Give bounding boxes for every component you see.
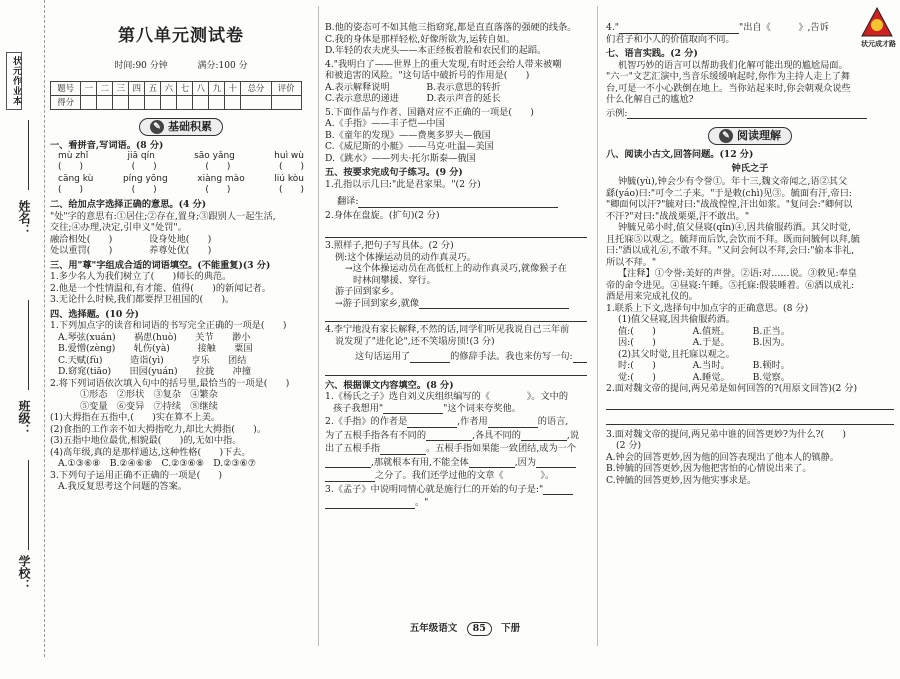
name-label: 姓名： bbox=[17, 200, 31, 236]
score-table bbox=[50, 81, 302, 110]
question-6-heading: 六、根据课文内容填空。(8 分) bbox=[325, 379, 454, 391]
q4-answer-options: A.①③⑥⑧ B.②④⑥⑧ C.②③⑥⑧ D.②③⑥⑦ bbox=[58, 458, 257, 469]
answer-bracket[interactable]: ( ) bbox=[278, 162, 304, 173]
passage-line: 曰:"酒以成礼⑥,不敢不拜。"又问会何以不拜,会曰:"偷本非礼, bbox=[606, 245, 855, 256]
answer-line[interactable] bbox=[606, 413, 894, 425]
passage-line: 繇(yáo)曰:"可令二子来。"于是敕(chì)见③。毓面有汗,帝曰: bbox=[606, 187, 852, 199]
full-score: 满分:100 分 bbox=[197, 61, 248, 72]
text-line: 4.李宁地没有家长解释,不然的话,同学们听见我说自己三年前 bbox=[325, 324, 570, 335]
text-line: (2)其父时觉,且托寐以观之。 bbox=[618, 348, 735, 360]
score-header-cell: 六 bbox=[161, 81, 177, 95]
pinyin-item: píng yōng bbox=[122, 173, 168, 184]
text-line: A.《手指》——丰子恺—中国 bbox=[325, 118, 445, 129]
q4-sentence: (2)食指的工作亲不如大拇指吃力,却比大拇指( )。 bbox=[50, 423, 267, 435]
choice-line[interactable]: 时:( ) A.当时。 B.顿时。 bbox=[618, 360, 790, 371]
score-header-cell: 十 bbox=[225, 81, 241, 95]
q4-sentence: (3)五指中地位最优,相貌最( )的,无如中指。 bbox=[50, 435, 242, 446]
question-8-heading: 八、阅读小古文,回答问题。(12 分) bbox=[606, 149, 754, 160]
score-header-row bbox=[51, 81, 302, 95]
brand-logo bbox=[860, 6, 894, 40]
score-header-cell: 二 bbox=[97, 81, 113, 95]
score-cell[interactable] bbox=[161, 95, 177, 109]
text-line[interactable]: 和被追害的风险。"这句话中破折号的作用是( ) bbox=[325, 70, 530, 81]
q3-line[interactable]: 3.无论什么时候,我们都要捍卫祖国的( )。 bbox=[50, 294, 235, 305]
answer-line[interactable]: 翻译: bbox=[325, 196, 587, 208]
q2-line[interactable]: 处以重罚( ) 养尊处优( ) bbox=[50, 245, 212, 256]
column-2 bbox=[325, 0, 587, 679]
question-7-heading: 七、语言实践。(2 分) bbox=[606, 48, 698, 59]
q2-line[interactable]: 融洽相处( ) 设身处地( ) bbox=[50, 233, 212, 245]
option-line: A.钟会的回答更妙,因为他的回答表现出了他本人的镇静。 bbox=[606, 451, 839, 463]
text-line: 2.身体在盘旋。(扩句)(2 分) bbox=[325, 209, 440, 221]
text-line[interactable]: 3.面对魏文帝的提问,两兄弟中谁的回答更妙?为什么?( ) bbox=[606, 428, 847, 440]
score-header-cell: 题号 bbox=[51, 81, 81, 95]
brand-tag: 状元作业本 bbox=[6, 52, 22, 110]
score-cell[interactable] bbox=[225, 95, 241, 109]
text-line: "六一"文艺汇演中,当音乐缓缓响起时,你作为主持人走上了舞 bbox=[606, 71, 850, 82]
book-icon: ✎ bbox=[719, 129, 733, 143]
answer-line[interactable] bbox=[606, 398, 894, 410]
pinyin-item: huì wù bbox=[274, 151, 304, 161]
question-5-heading: 五、按要求完成句子练习。(9 分) bbox=[325, 167, 463, 178]
passage-line: "卿面何以汗?"毓对曰:"战战惶惶,汗出如浆。"复问会:"卿何以 bbox=[606, 199, 853, 210]
q4-option: A.琴弦(xuán) 祸患(huò) 关节 渺小 bbox=[58, 331, 251, 343]
text-line[interactable]: 1.《杨氏之子》选自刘义庆组织编写的《 》。文中的 bbox=[325, 391, 569, 402]
text-line: 例:这个体操运动员的动作真灵巧。 bbox=[335, 251, 476, 263]
score-cell[interactable] bbox=[113, 95, 129, 109]
passage-line: 钟毓(yù),钟会少有令誉①。年十三,魏文帝闻之,语②其父 bbox=[618, 176, 848, 187]
class-line[interactable] bbox=[28, 300, 29, 390]
answer-bracket[interactable]: ( ) bbox=[278, 184, 304, 195]
answer-line[interactable] bbox=[325, 225, 587, 238]
text-line: (1)值父昼寝,因共偷服药酒。 bbox=[618, 314, 735, 325]
score-header-cell: 五 bbox=[145, 81, 161, 95]
page-number: 85 bbox=[467, 622, 492, 636]
score-cell[interactable] bbox=[193, 95, 209, 109]
annotation-line: 帝的命令进见。④昼寝:午睡。⑤托寐:假装睡着。⑥酒以成礼: bbox=[606, 279, 855, 291]
answer-line[interactable]: →游子回到家乡,就像 bbox=[325, 298, 587, 310]
text-line: 2.面对魏文帝的提问,两兄弟是如何回答的?(用原文回答)(2 分) bbox=[606, 383, 858, 394]
passage-line: 所以不拜。" bbox=[606, 256, 657, 268]
text-line[interactable]: 4." "出自《 》,告诉 bbox=[606, 22, 829, 33]
answer-brackets-1[interactable] bbox=[50, 162, 312, 173]
choice-line[interactable]: 因:( ) A.于是。 B.因为。 bbox=[618, 337, 790, 348]
text-line[interactable]: 出了五根手指 。五根手指如果能一致团结,成为一个 bbox=[325, 443, 577, 454]
q4-line[interactable]: 3.下列句子运用正确不正确的一项是( ) bbox=[50, 469, 223, 481]
passage-line: 不汗?"对曰:"战战栗栗,汗不敢出。" bbox=[606, 210, 750, 222]
score-cell[interactable] bbox=[177, 95, 193, 109]
pinyin-item: jiā qín bbox=[127, 151, 155, 161]
score-header-cell: 评价 bbox=[271, 81, 301, 95]
question-4-heading: 四、选择题。(10 分) bbox=[50, 308, 139, 320]
score-cell[interactable] bbox=[81, 95, 97, 109]
pinyin-item: liú kòu bbox=[274, 173, 304, 184]
school-label: 学校： bbox=[17, 555, 31, 591]
school-line[interactable] bbox=[28, 460, 29, 550]
q3-line[interactable]: 2.他是一个性情温和,有才能、值得( )的新闻记者。 bbox=[50, 282, 271, 294]
section-banner-reading: ✎ 阅读理解 bbox=[606, 127, 894, 145]
text-line: 们君子和小人的价值取向不同。 bbox=[606, 33, 735, 45]
answer-brackets-2[interactable] bbox=[50, 185, 312, 196]
text-line: (2 分) bbox=[616, 440, 642, 451]
score-header-cell: 一 bbox=[81, 81, 97, 95]
text-line: 说发现了"进化论",还不笑塌房顶!(3 分) bbox=[335, 335, 495, 347]
score-value-row bbox=[51, 95, 302, 109]
score-cell[interactable] bbox=[209, 95, 225, 109]
text-line: 时林间攀援、穿行。 bbox=[353, 274, 436, 286]
answer-line[interactable]: 这句话运用了 的修辞手法。我也来仿写一句: bbox=[325, 351, 587, 363]
answer-bracket[interactable]: ( ) bbox=[131, 162, 157, 173]
pinyin-item: sāo yǎng bbox=[194, 151, 235, 161]
q4-word-bank: ①形态 ②形状 ③复杂 ④繁杂 bbox=[80, 389, 218, 400]
text-line: 3.照样子,把句子写具体。(2 分) bbox=[325, 240, 454, 251]
passage-line: 且托寐⑤以观之。毓拜而后饮,会饮而不拜。既而问毓何以拜,毓 bbox=[606, 233, 860, 245]
q4-sentence: (4)高年级,真的是那样通达,这种性格( )下去。 bbox=[50, 446, 251, 458]
text-line: B.他的姿态可不如其他三指窈窕,都是直直落落的强硬的线条。 bbox=[325, 22, 577, 33]
score-cell[interactable] bbox=[129, 95, 145, 109]
q4-option: A.我反复思考这个问题的答案。 bbox=[58, 481, 187, 492]
score-cell[interactable]: 得分 bbox=[51, 95, 81, 109]
answer-bracket[interactable]: ( ) bbox=[131, 184, 157, 195]
pinyin-item: xiàng mào bbox=[197, 173, 245, 184]
column-divider bbox=[318, 6, 319, 646]
text-line[interactable]: ,那就根本有用,不能全体 ,因为 bbox=[325, 457, 587, 469]
passage-line: 钟毓兄弟小时,值父昼寝(qǐn)④,因共偷服药酒。其父时觉, bbox=[618, 222, 851, 233]
q4-sentence: (1)大拇指在五指中,( )实在算不上美。 bbox=[50, 412, 221, 423]
text-line[interactable]: 为了五根手指各有不同的 ,各具不同的 ,说 bbox=[325, 429, 580, 441]
text-line: 什么化解自己的尴尬? bbox=[606, 94, 694, 105]
pinyin-row-2 bbox=[50, 174, 312, 185]
score-header-cell: 八 bbox=[193, 81, 209, 95]
exam-meta bbox=[50, 61, 312, 72]
score-header-cell: 四 bbox=[129, 81, 145, 95]
footer-grade: 五年级语文 bbox=[409, 623, 458, 634]
choice-line[interactable]: 值:( ) A.值班。 B.正当。 bbox=[618, 325, 790, 337]
question-3-heading: 三、用"尊"字组成合适的词语填空。(不能重复)(3 分) bbox=[50, 259, 271, 271]
option-line: C.钟毓的回答更妙,因为他实事求是。 bbox=[606, 474, 757, 486]
passage-title: 钟氏之子 bbox=[731, 162, 769, 174]
text-line[interactable]: 孩子我想用" "这个词来夸奖他。 bbox=[333, 402, 521, 414]
q4-line[interactable]: 1.下列加点字的读音和词语的书写完全正确的一项是( ) bbox=[50, 320, 287, 331]
text-line[interactable]: 之分了。我们还学过他的文章《 》。 bbox=[325, 470, 587, 482]
time-limit: 时间:90 分钟 bbox=[114, 61, 168, 72]
score-header-cell: 三 bbox=[113, 81, 129, 95]
class-label: 班级： bbox=[17, 400, 31, 436]
text-line[interactable]: 。" bbox=[325, 497, 587, 509]
text-line: 4."我明白了——世界上的重大发现,有时还会给人带来被嘲 bbox=[325, 58, 562, 70]
column-divider bbox=[597, 6, 598, 646]
answer-bracket[interactable]: ( ) bbox=[58, 162, 84, 173]
q4-option: C.天赋(fù) 造诣(yì) 亨乐 团结 bbox=[58, 354, 247, 366]
column-3 bbox=[606, 0, 894, 679]
score-cell[interactable] bbox=[241, 95, 271, 109]
text-line: D.年轻的农夫虎头——本正经板着脸和农民们的起蹈。 bbox=[325, 45, 547, 56]
column-1 bbox=[50, 0, 312, 657]
brand-logo-text: 状元成才路 bbox=[861, 40, 896, 48]
q3-line[interactable]: 1.多少名人为我们树立了( )师长的典范。 bbox=[50, 271, 232, 282]
q4-word-bank: ⑤变量 ⑥变异 ⑦持续 ⑧继续 bbox=[80, 400, 218, 412]
q2-line: 交往;④办理,决定,引申义"处罚"。 bbox=[50, 222, 187, 233]
text-line: D.《跳水》——列夫·托尔斯泰—俄国 bbox=[325, 152, 476, 164]
score-cell[interactable] bbox=[271, 95, 301, 109]
pinyin-item: cāng kù bbox=[58, 173, 94, 184]
score-cell[interactable] bbox=[97, 95, 113, 109]
question-1-heading: 一、看拼音,写词语。(8 分) bbox=[50, 139, 164, 151]
score-header-cell: 九 bbox=[209, 81, 225, 95]
q4-option: D.窈窕(tiāo) 田园(yuán) 拉拢 冲撞 bbox=[58, 366, 252, 377]
footer-term: 下册 bbox=[501, 623, 521, 634]
answer-bracket[interactable]: ( ) bbox=[205, 162, 231, 173]
text-line: 1.联系上下文,选择句中加点字的正确意思。(8 分) bbox=[606, 302, 809, 314]
section-banner-basics: ✎ 基础积累 bbox=[50, 118, 312, 136]
pinyin-item: mù zhǐ bbox=[58, 151, 89, 161]
answer-bracket[interactable]: ( ) bbox=[205, 184, 231, 195]
text-line: 游子回到家乡。 bbox=[335, 286, 400, 297]
text-line: C.《威尼斯的小艇》——马克·吐温—美国 bbox=[325, 141, 494, 152]
answer-line[interactable] bbox=[325, 365, 587, 376]
text-line: 台,可是一不小心跌倒在地上。当你站起来时,你会朝观众说些 bbox=[606, 82, 851, 94]
text-line[interactable]: 5.下面作品与作者、国籍对应不正确的一项是( ) bbox=[325, 106, 534, 118]
q4-line[interactable]: 2.将下列词语依次填入句中的括号里,最恰当的一项是( ) bbox=[50, 377, 290, 389]
text-line[interactable]: 2.《手指》的作者是 ,作者用 的语言, bbox=[325, 416, 569, 427]
text-line[interactable]: 3.《孟子》中说明同情心就是施行仁的开始的句子是:" bbox=[325, 484, 587, 496]
page-footer bbox=[360, 622, 570, 636]
text-line: C.表示意思的递进 D.表示声音的延长 bbox=[325, 93, 501, 104]
text-line: C.我的身体是那样轻松,好像所欲为,运转自如。 bbox=[325, 33, 516, 45]
choice-line[interactable]: 觉:( ) A.睡觉。 B.觉察。 bbox=[618, 371, 790, 383]
text-line: 1.孔指以示几曰:"此是君家果。"(2 分) bbox=[325, 178, 481, 190]
annotation-line: 【注释】①令誉:美好的声誉。②语:对……说。③敕见:奉皇 bbox=[618, 268, 857, 279]
annotation-line: 酒是用来完成礼仪的。 bbox=[606, 291, 698, 302]
question-2-heading: 二、给加点字选择正确的意思。(4 分) bbox=[50, 199, 207, 210]
pencil-icon: ✎ bbox=[150, 120, 164, 134]
score-header-cell: 七 bbox=[177, 81, 193, 95]
answer-bracket[interactable]: ( ) bbox=[58, 184, 84, 195]
score-header-cell: 总分 bbox=[241, 81, 271, 95]
q4-option: B.爱憎(zèng) 轧伤(yà) 接触 粟国 bbox=[58, 343, 253, 354]
text-line: B.《童年的发现》——费奥多罗夫—俄国 bbox=[325, 129, 491, 141]
text-line: →这个体操运动员在高低杠上的动作真灵巧,就像猴子在 bbox=[345, 263, 567, 274]
answer-line[interactable]: 示例: bbox=[606, 108, 894, 120]
text-line: A.表示解释说明 B.表示意思的转折 bbox=[325, 81, 501, 93]
name-line[interactable] bbox=[28, 120, 29, 190]
score-cell[interactable] bbox=[145, 95, 161, 109]
answer-line[interactable] bbox=[325, 311, 587, 322]
exam-title: 第八单元测试卷 bbox=[118, 26, 244, 46]
binding-margin bbox=[0, 0, 45, 657]
option-line: B.钟毓的回答更妙,因为他把害怕的心情说出来了。 bbox=[606, 463, 812, 474]
text-line: 机智巧妙的语言可以帮助我们化解可能出现的尴尬局面。 bbox=[618, 59, 848, 71]
pinyin-row-1 bbox=[50, 151, 312, 162]
q2-line: "处"字的意思有:①居住;②存在,置身;③跟别人一起生活, bbox=[50, 210, 276, 222]
